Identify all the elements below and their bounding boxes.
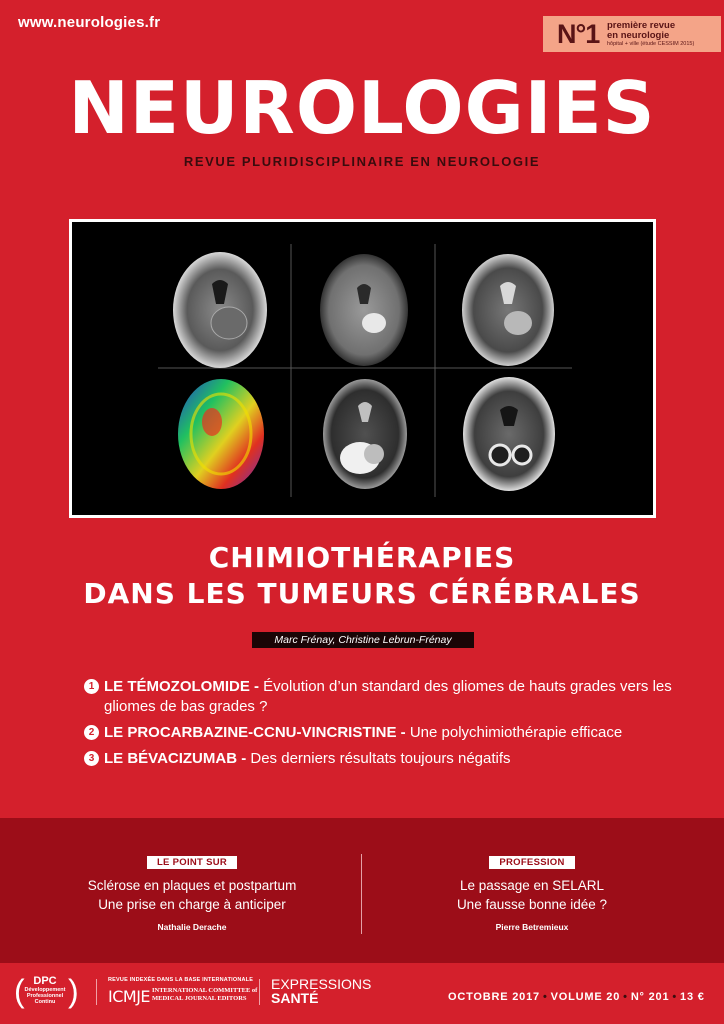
feature-author: Nathalie Derache xyxy=(157,922,227,932)
ranking-badge xyxy=(543,16,721,52)
topic-title: LE PROCARBAZINE-CCNU-VINCRISTINE - xyxy=(104,724,406,741)
magazine-subtitle: REVUE PLURIDISCIPLINAIRE EN NEUROLOGIE xyxy=(183,154,541,169)
dpc-right-paren-icon: ) xyxy=(68,973,79,1009)
headline-line-2: DANS LES TUMEURS CÉRÉBRALES xyxy=(83,577,641,610)
issue-number: N° 201 xyxy=(630,991,670,1003)
topic-number: 3 xyxy=(84,751,99,766)
topic-description: Une polychimiothérapie efficace xyxy=(405,724,623,741)
feature-title-line-1: Le passage en SELARL xyxy=(459,878,605,893)
mri-image-frame xyxy=(69,219,656,518)
publisher-logo xyxy=(271,977,371,1005)
article-authors: Marc Frénay, Christine Lebrun-Frénay xyxy=(252,632,474,648)
mri-image-panel xyxy=(72,222,653,515)
issue-volume: VOLUME 20 xyxy=(550,991,621,1003)
topic-number: 2 xyxy=(84,725,99,740)
features-band xyxy=(0,818,724,963)
topic-item[interactable] xyxy=(84,723,704,743)
section-tag: LE POINT SUR xyxy=(147,856,237,869)
feature-title-line-2: Une prise en charge à anticiper xyxy=(98,897,286,912)
headline-line-1: CHIMIOTHÉRAPIES xyxy=(208,541,516,574)
mri-brain-scans-image xyxy=(72,222,653,515)
badge-line-2: en neurologie xyxy=(607,29,670,41)
feature-author: Pierre Betremieux xyxy=(495,922,569,932)
dpc-line-2: Professionnel xyxy=(26,993,64,999)
publisher-line-1: EXPRESSIONS xyxy=(271,976,372,992)
icmje-subtitle-line-2: MEDICAL JOURNAL EDITORS xyxy=(152,994,247,1002)
band-divider xyxy=(361,854,362,934)
issue-date: OCTOBRE 2017 xyxy=(448,991,540,1003)
section-tag: PROFESSION xyxy=(489,856,574,869)
feature-title-line-1: Sclérose en plaques et postpartum xyxy=(87,878,297,893)
dpc-left-paren-icon: ( xyxy=(14,973,25,1009)
dpc-logo xyxy=(14,973,79,1011)
publisher-line-2: SANTÉ xyxy=(271,990,319,1006)
icmje-subtitle xyxy=(152,987,257,1002)
website-url[interactable]: www.neurologies.fr xyxy=(18,14,161,31)
topic-title: LE TÉMOZOLOMIDE - xyxy=(104,678,259,695)
topic-description: Des derniers résultats toujours négatifs xyxy=(246,750,511,767)
topic-number: 1 xyxy=(84,679,99,694)
dpc-label: DPC xyxy=(33,975,57,987)
footer-divider xyxy=(96,979,97,1005)
badge-line-3: hôpital + ville (étude CESSIM 2015) xyxy=(607,40,695,47)
footer-divider xyxy=(259,979,260,1005)
badge-line-1: première revue xyxy=(607,19,676,31)
issue-price: 13 € xyxy=(680,991,705,1003)
icmje-caption: REVUE INDEXÉE DANS LA BASE INTERNATIONALE xyxy=(108,977,254,983)
dpc-line-3: Continu xyxy=(34,999,56,1005)
topic-description: Évolution d’un standard des gliomes de hauts grades vers les gliomes de bas grades ? xyxy=(104,678,672,715)
topic-item[interactable] xyxy=(84,749,704,769)
cover-headline xyxy=(0,540,724,612)
icmje-logo: ICMJE xyxy=(108,987,151,1006)
topic-list xyxy=(84,677,704,775)
icmje-subtitle-line-1: INTERNATIONAL COMMITTEE of xyxy=(152,987,258,994)
feature-title-line-2: Une fausse bonne idée ? xyxy=(456,897,608,912)
magazine-title: NEUROLOGIES xyxy=(68,66,656,150)
topic-item[interactable] xyxy=(84,677,704,717)
topic-title: LE BÉVACIZUMAB - xyxy=(104,750,247,767)
dpc-line-1: Développement xyxy=(24,987,66,993)
issue-info: OCTOBRE 2017 • VOLUME 20 • N° 201 • 13 € xyxy=(448,991,705,1003)
feature-profession[interactable] xyxy=(382,852,682,932)
badge-number: N°1 xyxy=(557,18,600,49)
cover-footer xyxy=(0,963,724,1024)
feature-point-sur[interactable] xyxy=(42,852,342,932)
